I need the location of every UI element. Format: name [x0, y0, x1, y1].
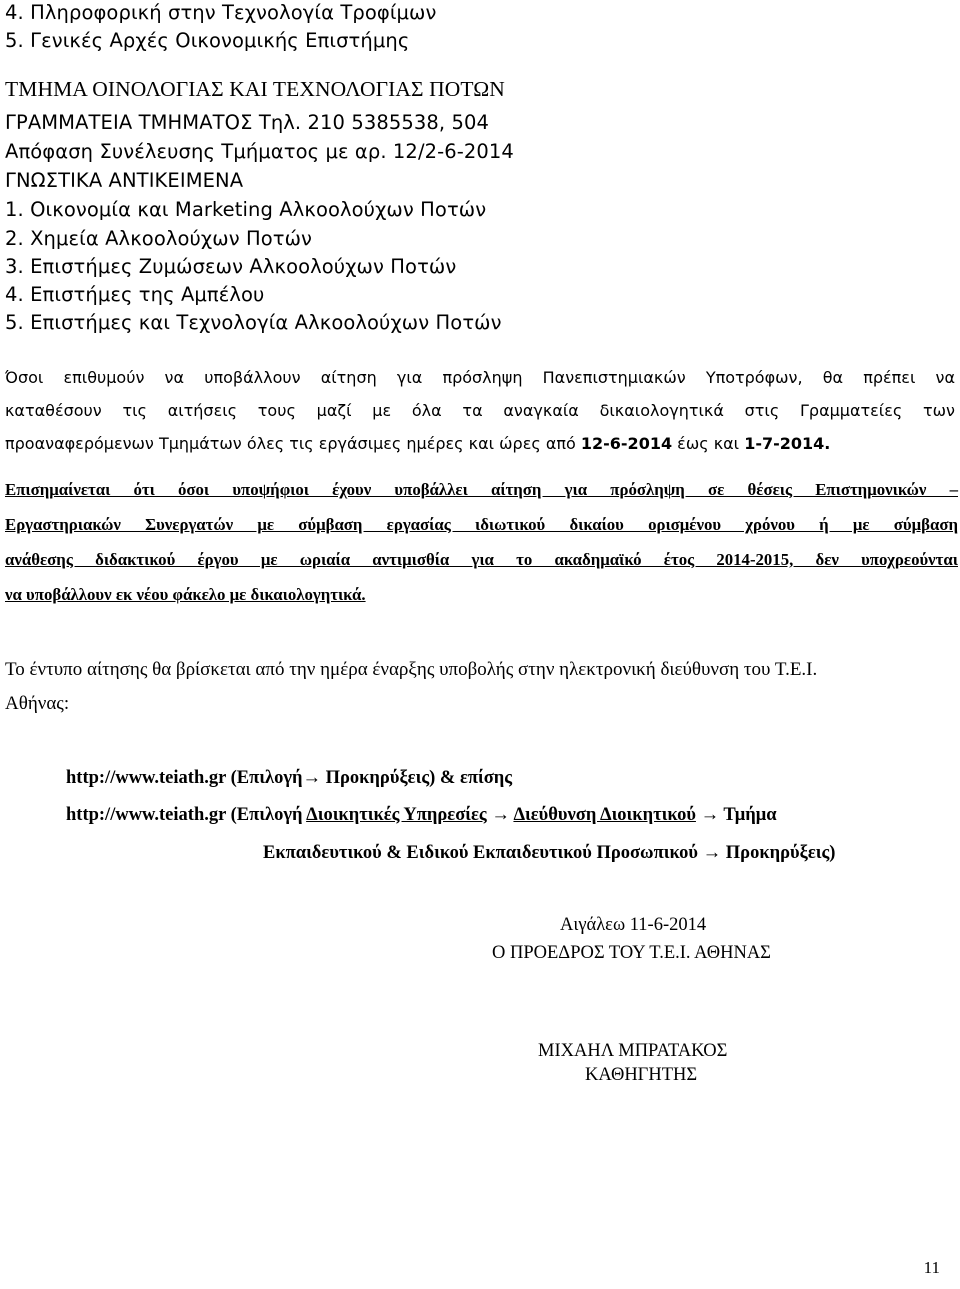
notice-line: να υποβάλλουν εκ νέου φάκελο με δικαιολογητικά. — [5, 585, 366, 604]
course-item: 5. Γενικές Αρχές Οικονομικής Επιστήμης — [5, 29, 410, 52]
info-line-last — [5, 427, 955, 460]
link-line-2-cont: Εκπαιδευτικού & Ειδικού Εκπαιδευτικού Προσωπικού → Προκηρύξεις) — [263, 843, 836, 863]
department-title: ΤΜΗΜΑ ΟΙΝΟΛΟΓΙΑΣ ΚΑΙ ΤΕΧΝΟΛΟΓΙΑΣ ΠΟΤΩΝ — [5, 77, 505, 101]
teiath-link-1[interactable]: http://www.teiath.gr — [66, 768, 226, 788]
teiath-link-2[interactable]: http://www.teiath.gr — [66, 805, 226, 825]
link-path-2c: → — [486, 805, 514, 825]
link-line-1 — [66, 768, 512, 789]
notice-line: ανάθεσης διδακτικού έργου με ωριαία αντιμισθία για το ακαδημαϊκό έτος 2014-2015, δεν υποχρεούνται — [5, 550, 958, 569]
subject-item: 5. Επιστήμες και Τεχνολογία Αλκοολούχων Ποτών — [5, 311, 502, 334]
page-number: 11 — [923, 1258, 940, 1277]
course-item: 4. Πληροφορική στην Τεχνολογία Τροφίμων — [5, 1, 437, 24]
link-path-2b: Διοικητικές Υπηρεσίες — [306, 805, 487, 825]
date-to: 1-7-2014. — [744, 434, 831, 453]
link-path-2d: Διεύθυνση Διοικητικού — [513, 805, 696, 825]
subjects-title: ΓΝΩΣΤΙΚΑ ΑΝΤΙΚΕΙΜΕΝΑ — [5, 169, 244, 192]
subject-item: 3. Επιστήμες Ζυμώσεων Αλκοολούχων Ποτών — [5, 255, 457, 278]
info-mid: έως και — [672, 434, 745, 453]
link-path-2a: (Επιλογή — [226, 805, 307, 825]
signatory-name: ΜΙΧΑΗΛ ΜΠΡΑΤΑΚΟΣ — [538, 1041, 728, 1061]
info-paragraph — [5, 361, 955, 460]
place-date: Αιγάλεω 11-6-2014 — [560, 915, 707, 935]
link-path-2e: → Τμήμα — [695, 805, 777, 825]
info-line: καταθέσουν τις αιτήσεις τους μαζί με όλα τα αναγκαία δικαιολογητικά στις Γραμματείες των — [5, 401, 955, 420]
link-path-1: (Επιλογή→ Προκηρύξεις) & επίσης — [226, 768, 513, 788]
info-line: Όσοι επιθυμούν να υποβάλλουν αίτηση για πρόσληψη Πανεπιστημιακών Υποτρόφων, θα πρέπει να — [5, 368, 955, 387]
notice-line: Επισημαίνεται ότι όσοι υποψήφιοι έχουν υποβάλλει αίτηση για πρόσληψη σε θέσεις Επιστημονικών – — [5, 480, 958, 499]
signatory-title: Ο ΠΡΟΕΔΡΟΣ ΤΟΥ Τ.Ε.Ι. ΑΘΗΝΑΣ — [492, 943, 771, 963]
date-from: 12-6-2014 — [580, 434, 673, 453]
secretariat-line: ΓΡΑΜΜΑΤΕΙΑ ΤΜΗΜΑΤΟΣ Τηλ. 210 5385538, 504 — [5, 111, 490, 134]
subject-item: 1. Οικονομία και Marketing Αλκοολούχων Ποτών — [5, 198, 487, 221]
notice-paragraph — [5, 472, 958, 612]
subject-item: 2. Χημεία Αλκοολούχων Ποτών — [5, 227, 313, 250]
signatory-role: ΚΑΘΗΓΗΤΗΣ — [585, 1065, 698, 1085]
link-line-2 — [66, 805, 777, 826]
notice-line: Εργαστηριακών Συνεργατών με σύμβαση εργασίας ιδιωτικού δικαίου ορισμένου χρόνου ή με σύμβαση — [5, 515, 958, 534]
form-text: Το έντυπο αίτησης θα βρίσκεται από την ημέρα έναρξης υποβολής στην ηλεκτρονική διεύθυνση του Τ.Ε.Ι. — [5, 659, 818, 680]
decision-line: Απόφαση Συνέλευσης Τμήματος με αρ. 12/2-6-2014 — [5, 140, 514, 163]
info-text: προαναφερόμενων Τμημάτων όλες τις εργάσιμες ημέρες και ώρες από — [5, 434, 581, 453]
subject-item: 4. Επιστήμες της Αμπέλου — [5, 283, 265, 306]
form-text-location: Αθήνας: — [5, 693, 70, 714]
